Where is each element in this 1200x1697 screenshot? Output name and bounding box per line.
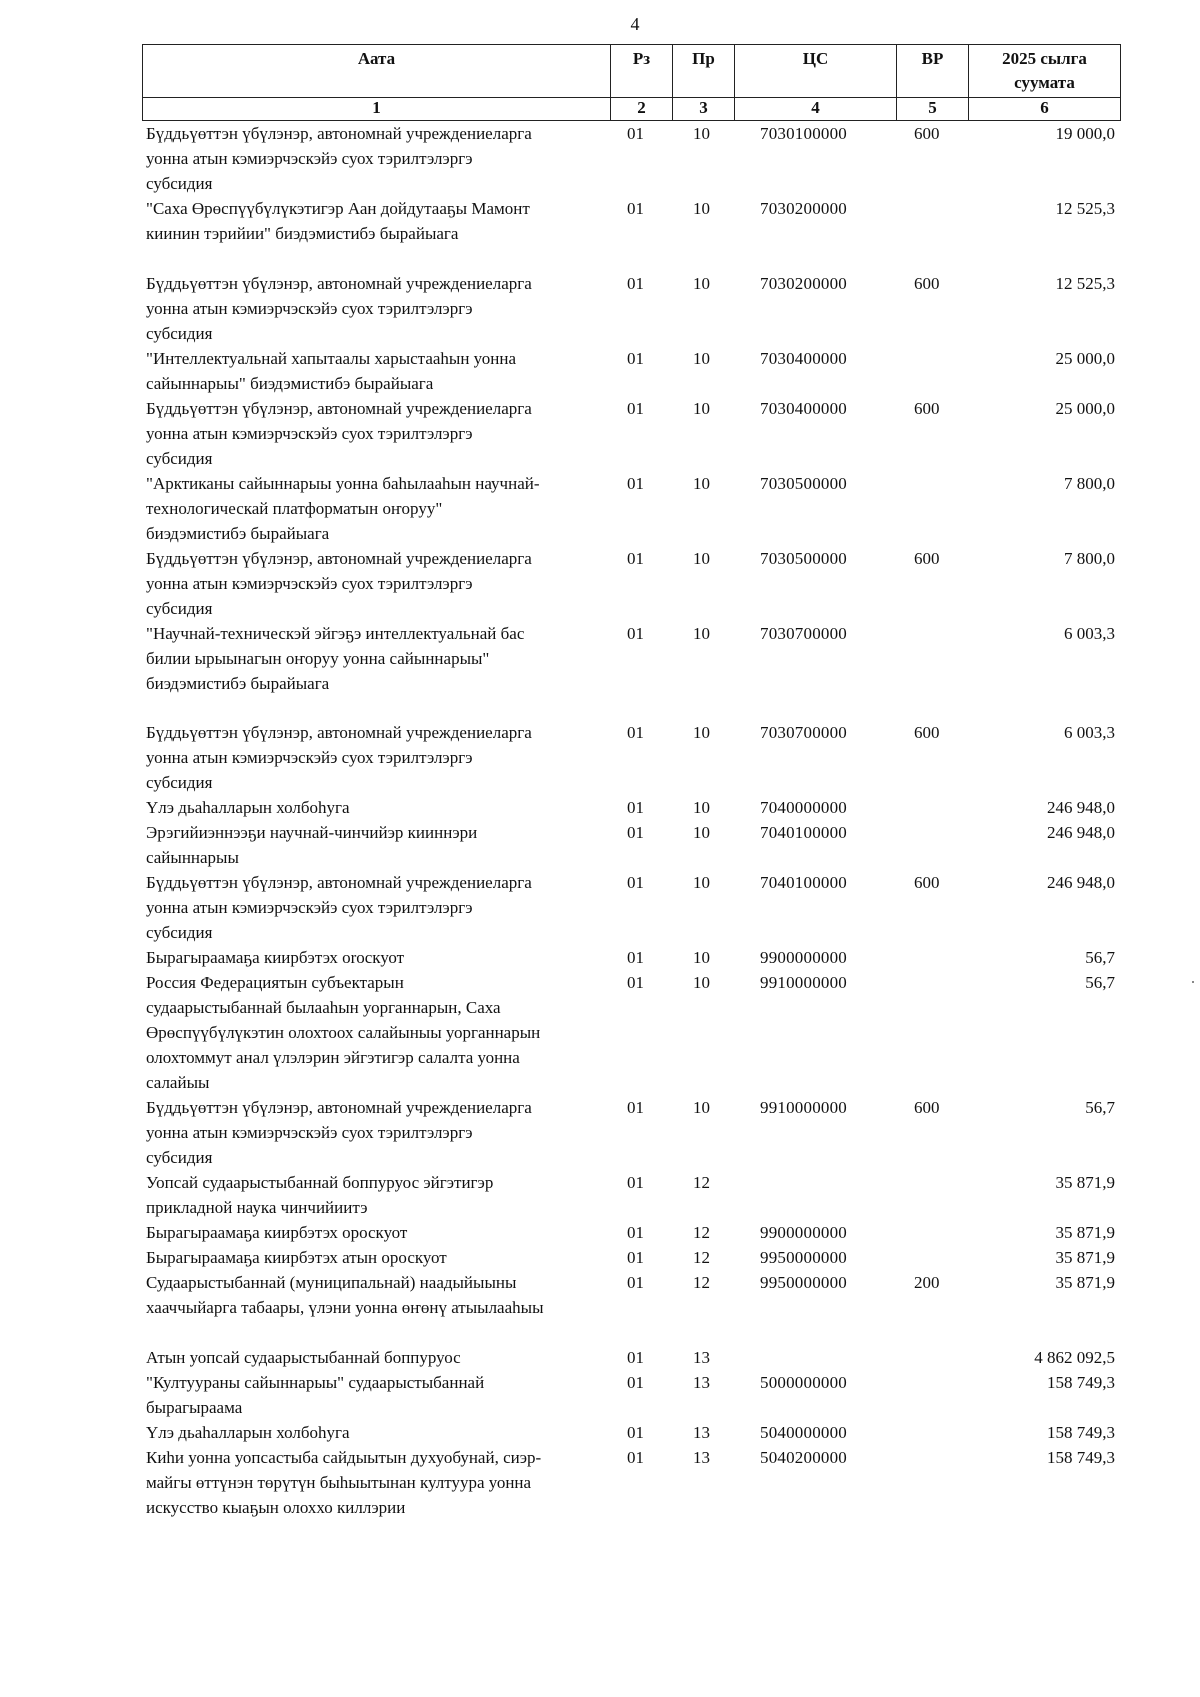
row-pr: 10 [693, 798, 710, 817]
table-row [0, 1370, 1200, 1420]
row-pr: 10 [693, 624, 710, 643]
row-pr: 10 [693, 1098, 710, 1117]
row-name: "Култуураны сайыннарыы" судаарыстыбаннай бырагыраама [146, 1373, 485, 1417]
row-name: "Интеллектуальнай хапытаалы харыстааһын уонна сайыннарыы" биэдэмистибэ бырайыага [146, 349, 516, 393]
row-pr: 12 [693, 1273, 710, 1292]
row-rz: 01 [627, 624, 644, 643]
row-sum: 158 749,3 [1047, 1448, 1115, 1467]
row-cs: 7030200000 [760, 199, 847, 218]
row-name: Бүддьүөттэн үбүлэнэр, автономнай учреждениеларга уонна атын кэмиэрчэскэйэ суох тэрилтэлэргэ субсидия [146, 723, 532, 792]
header-name: Аата [143, 45, 611, 98]
row-name: Үлэ дьаһалларын холбоһуга [146, 798, 350, 817]
row-rz: 01 [627, 1373, 644, 1392]
row-rz: 01 [627, 723, 644, 742]
row-rz: 01 [627, 549, 644, 568]
row-name: Бүддьүөттэн үбүлэнэр, автономнай учреждениеларга уонна атын кэмиэрчэскэйэ суох тэрилтэлэргэ субсидия [146, 873, 532, 942]
header-num-3: 3 [673, 98, 735, 121]
row-sum: 35 871,9 [1055, 1223, 1115, 1242]
row-pr: 12 [693, 1223, 710, 1242]
row-cs: 7030400000 [760, 399, 847, 418]
header-cs: ЦС [735, 45, 897, 98]
row-cs: 9950000000 [760, 1273, 847, 1292]
row-name: Россия Федерациятын субъектарын судаарыстыбаннай былааһын уорганнарын, Саха Өрөспүүбүлүкэтин олохтоох салайыныы уорганнарын олохтоммут анал үлэлэрин эйгэтигэр салалта уонна салайыы [146, 973, 541, 1092]
table-row [0, 546, 1200, 621]
row-name: Бырагыраамаҕа киирбэтэх оroскуот [146, 948, 405, 967]
row-pr: 12 [693, 1173, 710, 1192]
row-sum: 7 800,0 [1064, 549, 1115, 568]
row-sum: 56,7 [1085, 948, 1115, 967]
row-vr: 600 [914, 549, 940, 568]
row-pr: 13 [693, 1373, 710, 1392]
table-row [0, 621, 1200, 720]
row-sum: 7 800,0 [1064, 474, 1115, 493]
table-row [0, 1345, 1200, 1370]
row-pr: 10 [693, 274, 710, 293]
row-cs: 7030100000 [760, 124, 847, 143]
row-cs: 7030200000 [760, 274, 847, 293]
row-pr: 13 [693, 1423, 710, 1442]
row-name: Судаарыстыбаннай (муниципальнай) наадыйыыны хааччыйарга табаары, үлэни уонна өҥөнү атыылааһыы [146, 1273, 544, 1317]
row-name: Бырагыраамаҕа киирбэтэх ороскуот [146, 1223, 408, 1242]
row-rz: 01 [627, 1348, 644, 1367]
row-vr: 600 [914, 274, 940, 293]
header-num-6: 6 [969, 98, 1121, 121]
row-name: Уопсай судаарыстыбаннай боппуруос эйгэтигэр прикладной наука чинчийиитэ [146, 1173, 494, 1217]
row-cs: 9950000000 [760, 1248, 847, 1267]
row-cs: 9910000000 [760, 973, 847, 992]
header-num-2: 2 [611, 98, 673, 121]
row-name: Киһи уонна уопсастыба сайдыытын духуобунай, сиэр- майгы өттүнэн төрүтүн быһыытынан култуура уонна искусство кыаҕын олоххо киллэрии [146, 1448, 542, 1517]
row-rz: 01 [627, 199, 644, 218]
row-sum: 19 000,0 [1055, 124, 1115, 143]
row-sum: 246 948,0 [1047, 873, 1115, 892]
row-sum: 12 525,3 [1055, 199, 1115, 218]
table-row [0, 1445, 1200, 1520]
row-name: Эрэгийиэннээҕи научнай-чинчийэр кииннэри сайыннарыы [146, 823, 478, 867]
table-row [0, 970, 1200, 1095]
row-rz: 01 [627, 1173, 644, 1192]
row-sum: 35 871,9 [1055, 1173, 1115, 1192]
row-rz: 01 [627, 1098, 644, 1117]
row-rz: 01 [627, 1223, 644, 1242]
row-pr: 13 [693, 1448, 710, 1467]
row-name: Үлэ дьаһалларын холбоһуга [146, 1423, 350, 1442]
header-pr: Пр [673, 45, 735, 98]
row-rz: 01 [627, 873, 644, 892]
row-name: Бүддьүөттэн үбүлэнэр, автономнай учреждениеларга уонна атын кэмиэрчэскэйэ суох тэрилтэлэргэ субсидия [146, 1098, 532, 1167]
table-row [0, 945, 1200, 970]
row-vr: 600 [914, 723, 940, 742]
row-vr: 600 [914, 873, 940, 892]
row-cs: 7030400000 [760, 349, 847, 368]
row-sum: 158 749,3 [1047, 1423, 1115, 1442]
row-name: "Арктиканы сайыннарыы уонна баһылааһын научнай- технологическай платформатын оҥоруу" биэдэмистибэ бырайыага [146, 474, 540, 543]
row-rz: 01 [627, 1448, 644, 1467]
row-sum: 56,7 [1085, 1098, 1115, 1117]
row-pr: 10 [693, 973, 710, 992]
row-pr: 10 [693, 474, 710, 493]
row-sum: 56,7 [1085, 973, 1115, 992]
row-pr: 10 [693, 549, 710, 568]
table-row [0, 720, 1200, 795]
table-row [0, 471, 1200, 546]
row-name: Бырагыраамаҕа киирбэтэх атын ороскуот [146, 1248, 447, 1267]
table-row [0, 870, 1200, 945]
row-rz: 01 [627, 474, 644, 493]
row-pr: 10 [693, 124, 710, 143]
row-pr: 10 [693, 948, 710, 967]
page-number: 4 [630, 14, 640, 34]
row-rz: 01 [627, 124, 644, 143]
row-name: Бүддьүөттэн үбүлэнэр, автономнай учреждениеларга уонна атын кэмиэрчэскэйэ суох тэрилтэлэргэ субсидия [146, 274, 532, 343]
row-rz: 01 [627, 1273, 644, 1292]
row-rz: 01 [627, 1423, 644, 1442]
row-vr: 200 [914, 1273, 940, 1292]
row-pr: 10 [693, 349, 710, 368]
table-row [0, 121, 1200, 196]
row-rz: 01 [627, 1248, 644, 1267]
row-pr: 10 [693, 823, 710, 842]
row-cs: 5000000000 [760, 1373, 847, 1392]
table-row [0, 820, 1200, 870]
table-header [142, 44, 1121, 121]
row-cs: 7030700000 [760, 624, 847, 643]
row-cs: 5040200000 [760, 1448, 847, 1467]
row-cs: 9900000000 [760, 948, 847, 967]
row-pr: 10 [693, 399, 710, 418]
row-cs: 9910000000 [760, 1098, 847, 1117]
row-cs: 7040000000 [760, 798, 847, 817]
table-row [0, 1220, 1200, 1245]
row-cs: 5040000000 [760, 1423, 847, 1442]
row-rz: 01 [627, 274, 644, 293]
row-rz: 01 [627, 948, 644, 967]
row-cs: 7030700000 [760, 723, 847, 742]
header-num-1: 1 [143, 98, 611, 121]
table-row [0, 1420, 1200, 1445]
row-sum: 246 948,0 [1047, 823, 1115, 842]
header-sum: 2025 сылга суумата [969, 45, 1121, 98]
row-name: Бүддьүөттэн үбүлэнэр, автономнай учреждениеларга уонна атын кэмиэрчэскэйэ суох тэрилтэлэргэ субсидия [146, 124, 532, 193]
row-vr: 600 [914, 124, 940, 143]
row-cs: 7040100000 [760, 823, 847, 842]
table-row [0, 271, 1200, 346]
table-row [0, 795, 1200, 820]
table-row [0, 1270, 1200, 1345]
row-pr: 10 [693, 723, 710, 742]
row-sum: 158 749,3 [1047, 1373, 1115, 1392]
row-pr: 12 [693, 1248, 710, 1267]
row-cs: 7030500000 [760, 474, 847, 493]
row-sum: 35 871,9 [1055, 1273, 1115, 1292]
row-name: Бүддьүөттэн үбүлэнэр, автономнай учреждениеларга уонна атын кэмиэрчэскэйэ суох тэрилтэлэргэ субсидия [146, 399, 532, 468]
row-name: "Научнай-техническэй эйгэҕэ интеллектуальнай бас билии ырыынагын оҥоруу уонна сайыннарыы" биэдэмистибэ бырайыага [146, 624, 525, 693]
row-rz: 01 [627, 798, 644, 817]
table-row [0, 1245, 1200, 1270]
row-name: "Саха Өрөспүүбүлүкэтигэр Аан дойдутааҕы Мамонт киинин тэрийии" биэдэмистибэ бырайыага [146, 199, 530, 243]
row-sum: 25 000,0 [1055, 399, 1115, 418]
row-sum: 4 862 092,5 [1034, 1348, 1115, 1367]
header-rz: Рз [611, 45, 673, 98]
table-row [0, 396, 1200, 471]
table-row [0, 196, 1200, 271]
row-pr: 10 [693, 873, 710, 892]
budget-rows [0, 121, 1200, 1520]
row-sum: 6 003,3 [1064, 723, 1115, 742]
header-num-5: 5 [897, 98, 969, 121]
row-rz: 01 [627, 823, 644, 842]
row-cs: 7030500000 [760, 549, 847, 568]
table-row [0, 1095, 1200, 1170]
table-row [0, 1170, 1200, 1220]
row-name: Бүддьүөттэн үбүлэнэр, автономнай учреждениеларга уонна атын кэмиэрчэскэйэ суох тэрилтэлэргэ субсидия [146, 549, 532, 618]
row-cs: 7040100000 [760, 873, 847, 892]
row-sum: 6 003,3 [1064, 624, 1115, 643]
row-pr: 10 [693, 199, 710, 218]
row-rz: 01 [627, 399, 644, 418]
row-sum: 25 000,0 [1055, 349, 1115, 368]
row-pr: 13 [693, 1348, 710, 1367]
table-row [0, 346, 1200, 396]
scan-speck [1192, 981, 1194, 983]
row-rz: 01 [627, 973, 644, 992]
row-cs: 9900000000 [760, 1223, 847, 1242]
header-num-4: 4 [735, 98, 897, 121]
row-sum: 12 525,3 [1055, 274, 1115, 293]
row-name: Атын уопсай судаарыстыбаннай боппуруос [146, 1348, 461, 1367]
row-vr: 600 [914, 399, 940, 418]
row-vr: 600 [914, 1098, 940, 1117]
row-sum: 246 948,0 [1047, 798, 1115, 817]
header-vr: ВР [897, 45, 969, 98]
row-sum: 35 871,9 [1055, 1248, 1115, 1267]
row-rz: 01 [627, 349, 644, 368]
